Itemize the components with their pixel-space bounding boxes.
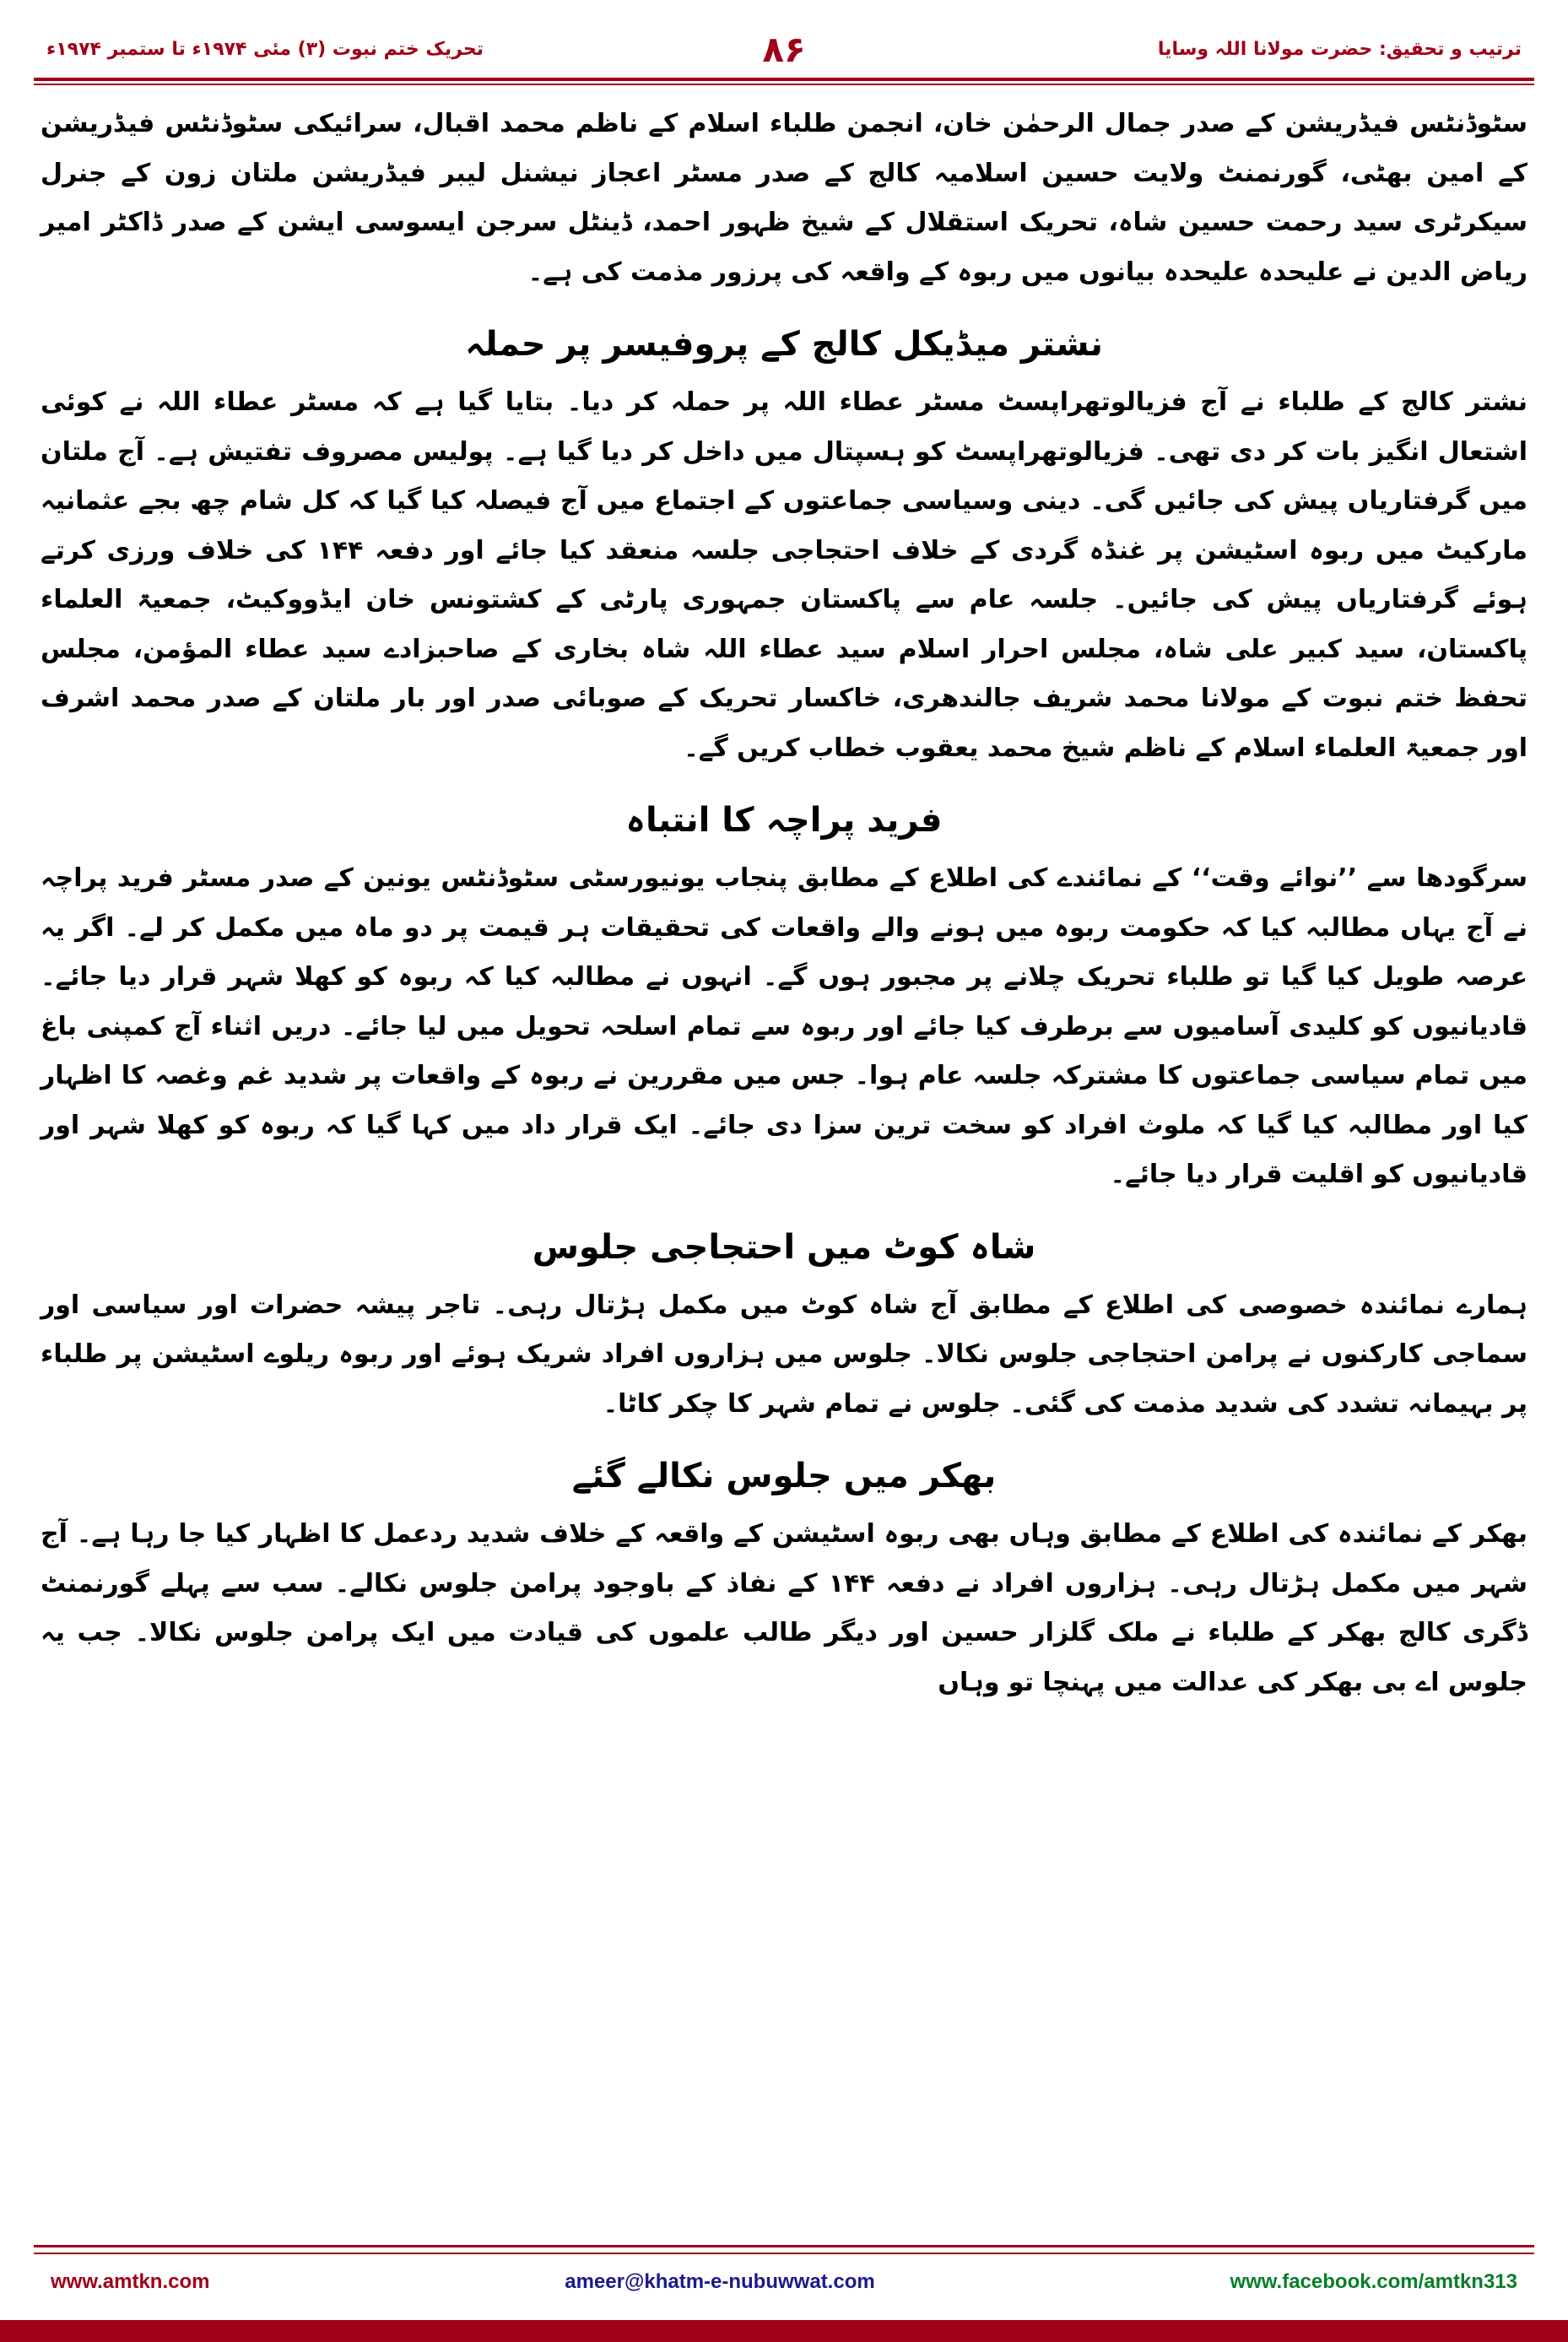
page-header bbox=[46, 24, 1522, 74]
paragraph: سرگودھا سے ’’نوائے وقت‘‘ کے نمائندے کی اطلاع کے مطابق پنجاب یونیورسٹی سٹوڈنٹس یونین کے صدر مسٹر فرید پراچہ نے آج یہاں مطالبہ کیا کہ حکومت ربوہ میں ہونے والے واقعات کی تحقیقات ہر قیمت پر دو ماہ میں مکمل کر لے۔ اگر یہ عرصہ طویل کیا گیا تو طلباء تحریک چلانے پر مجبور ہوں گے۔ انہوں نے مطالبہ کیا کہ ربوہ کو کھلا شہر قرار دیا جائے۔ قادیانیوں کو کلیدی آسامیوں سے برطرف کیا جائے اور ربوہ سے تمام اسلحہ تحویل میں لیا جائے۔ دریں اثناء آج کمپنی باغ میں تمام سیاسی جماعتوں کا مشترکہ جلسہ عام ہوا۔ جس میں مقررین نے ربوہ کے واقعات پر شدید غم وغصہ کا اظہار کیا اور مطالبہ کیا گیا کہ ملوث افراد کو سخت ترین سزا دی جائے۔ ایک قرار داد میں کہا گیا کہ ربوہ کو کھلا شہر اور قادیانیوں کو اقلیت قرار دیا جائے۔ bbox=[41, 863, 1527, 1189]
page-footer bbox=[51, 2263, 1517, 2301]
section-heading-farid-paracha-warning: فرید پراچہ کا انتباہ bbox=[625, 801, 943, 840]
footer-facebook-link[interactable]: www.facebook.com/amtkn313 bbox=[1230, 2270, 1517, 2293]
footer-band bbox=[0, 2320, 1568, 2342]
paragraph: بھکر کے نمائندہ کی اطلاع کے مطابق وہاں بھی ربوہ اسٹیشن کے واقعہ کے خلاف شدید ردعمل کا اظہار کیا جا رہا ہے۔ آج شہر میں مکمل ہڑتال رہی۔ ہزاروں افراد نے دفعہ ۱۴۴ کے نفاذ کے باوجود پرامن جلوس نکالے۔ سب سے پہلے گورنمنٹ ڈگری کالج بھکر کے طلباء نے ملک گلزار حسین اور دیگر طالب علموں کی قیادت میں ایک پرامن جلوس نکالا۔ جب یہ جلوس اے بی بھکر کی عدالت میں پہنچا تو وہاں bbox=[41, 1519, 1527, 1697]
header-divider-thin bbox=[34, 84, 1534, 85]
paragraph: نشتر کالج کے طلباء نے آج فزیالوتھراپسٹ مسٹر عطاء اللہ پر حملہ کر دیا۔ بتایا گیا ہے کہ مسٹر عطاء اللہ نے کوئی اشتعال انگیز بات کر دی تھی۔ فزیالوتھراپسٹ کو ہسپتال میں داخل کر دیا گیا ہے۔ پولیس مصروف تفتیش ہے۔ آج ملتان میں گرفتاریاں پیش کی جائیں گی۔ دینی وسیاسی جماعتوں کے اجتماع میں آج فیصلہ کیا گیا کہ کل شام چھ بجے عثمانیہ مارکیٹ میں ربوہ اسٹیشن پر غنڈہ گردی کے خلاف احتجاجی جلسہ منعقد کیا جائے اور دفعہ ۱۴۴ کی خلاف ورزی کرتے ہوئے گرفتاریاں پیش کی جائیں۔ جلسہ عام سے پاکستان جمہوری پارٹی کے کشتونس خان ایڈووکیٹ، جمعیۃ العلماء پاکستان، سید کبیر علی شاہ، مجلس احرار اسلام سید عطاء اللہ شاہ بخاری کے صاحبزادے سید عطاء المؤمن، مجلس تحفظ ختم نبوت کے مولانا محمد شریف جالندھری، خاکسار تحریک کے صوبائی صدر اور بار ملتان کے صدر محمد اشرف اور جمعیۃ العلماء اسلام کے ناظم شیخ محمد یعقوب خطاب کریں گے۔ bbox=[41, 387, 1527, 763]
section-heading-nishtar-medical-college: نشتر میڈیکل کالج کے پروفیسر پر حملہ bbox=[465, 325, 1103, 364]
page-number: ۸۶ bbox=[762, 28, 806, 70]
header-book-title: تحریک ختم نبوت (۳) مئی ۱۹۷۴ء تا ستمبر ۱۹۷۴ء bbox=[46, 38, 484, 60]
paragraph: ہمارے نمائندہ خصوصی کی اطلاع کے مطابق آج شاہ کوٹ میں مکمل ہڑتال رہی۔ تاجر پیشہ حضرات اور سیاسی اور سماجی کارکنوں نے پرامن احتجاجی جلوس نکالا۔ جلوس میں ہزاروں افراد شریک ہوئے اور ربوہ ریلوے اسٹیشن پر طلباء پر بہیمانہ تشدد کی شدید مذمت کی گئی۔ جلوس نے تمام شہر کا چکر کاٹا۔ bbox=[41, 1290, 1527, 1419]
header-author: ترتیب و تحقیق: حضرت مولانا اللہ وسایا bbox=[1157, 38, 1522, 60]
footer-website-link[interactable]: www.amtkn.com bbox=[51, 2270, 210, 2293]
footer-divider-thin bbox=[34, 2253, 1534, 2254]
section-heading-shahkot-protest-procession: شاہ کوٹ میں احتجاجی جلوس bbox=[532, 1227, 1036, 1267]
header-divider bbox=[34, 78, 1534, 81]
paragraph: سٹوڈنٹس فیڈریشن کے صدر جمال الرحمٰن خان، انجمن طلباء اسلام کے ناظم محمد اقبال، سرائیکی سٹوڈنٹس فیڈریشن کے امین بھٹی، گورنمنٹ ولایت حسین اسلامیہ کالج کے صدر مسٹر اعجاز نیشنل لیبر فیڈریشن ملتان زون کے جنرل سیکرٹری سید رحمت حسین شاہ، تحریک استقلال کے شیخ ظہور احمد، ڈینٹل سرجن ایسوسی ایشن کے صدر ڈاکٹر امیر ریاض الدین نے علیحدہ علیحدہ بیانوں میں ربوہ کے واقعہ کی پرزور مذمت کی ہے۔ bbox=[41, 109, 1527, 287]
section-heading-bhakkar-processions: بھکر میں جلوس نکالے گئے bbox=[571, 1457, 997, 1496]
footer-divider bbox=[34, 2245, 1534, 2247]
footer-email-link[interactable]: ameer@khatm-e-nubuwwat.com bbox=[565, 2270, 875, 2293]
page-content bbox=[41, 100, 1527, 2215]
